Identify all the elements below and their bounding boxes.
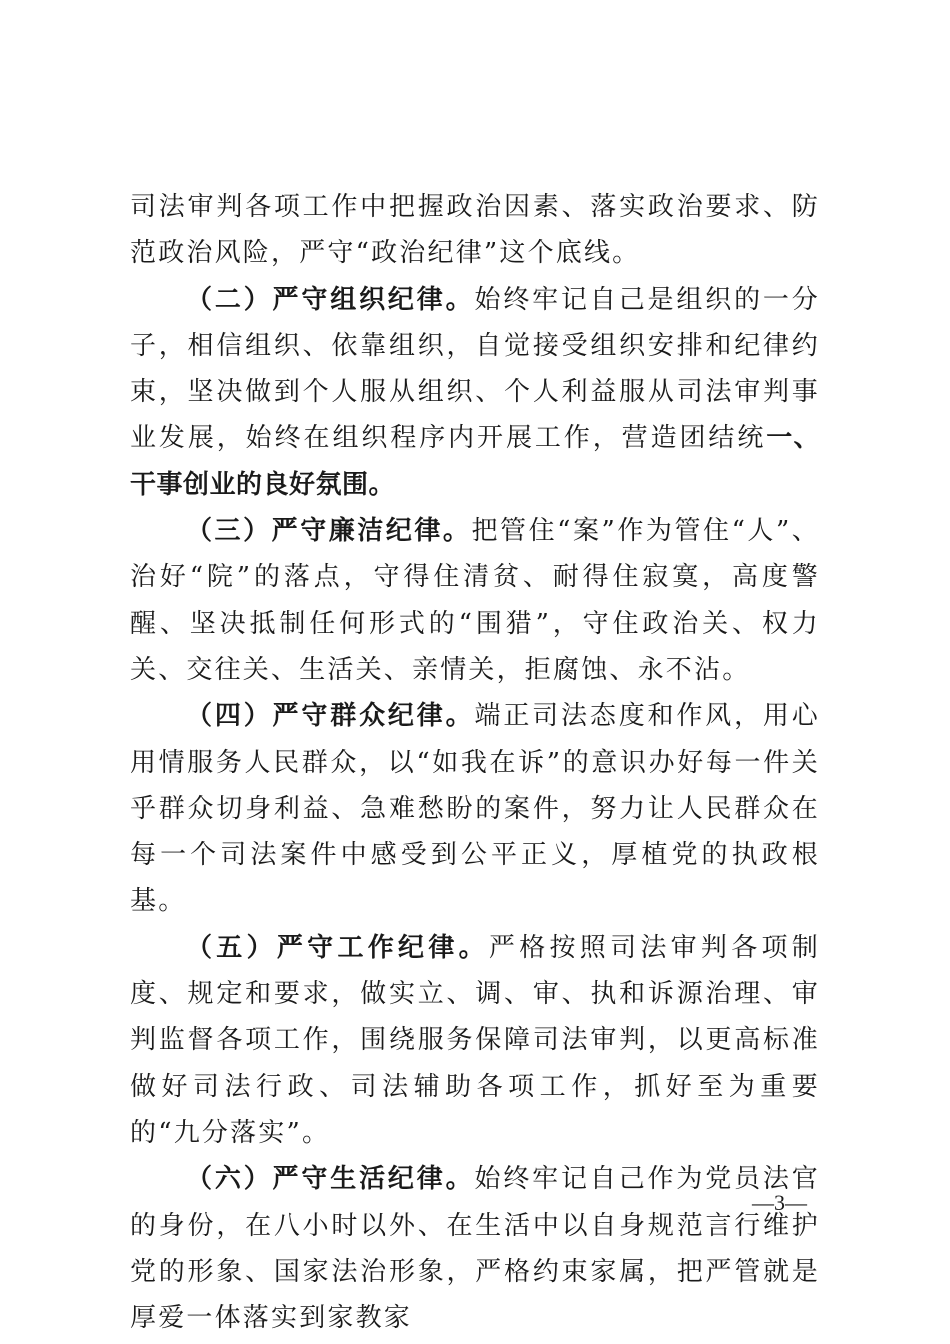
paragraph-work-discipline (130, 925, 820, 1156)
paragraph-text: 始终牢记自己是组织的一分子，相信组织、依靠组织，自觉接受组织安排和纪律约束，坚决做到个人服从组织、个人利益服从司法审判事业发展，始终在组织程序内开展工作，营造团结统 (130, 284, 820, 454)
paragraph-text: 把管住“案”作为管住“人”、治好“院”的落点，守得住清贫、耐得住寂寞，高度警醒、坚决抵制任何形式的“围猎”，守住政治关、权力关、交往关、生活关、亲情关，拒腐蚀、永不沾。 (130, 516, 820, 685)
paragraph-political-discipline-continued (130, 184, 820, 277)
paragraph-heading: （四）严守群众纪律。 (186, 701, 475, 732)
paragraph-organization-discipline (130, 277, 820, 508)
paragraph-life-discipline (130, 1156, 820, 1341)
paragraph-heading: （五）严守工作纪律。 (186, 932, 489, 963)
paragraph-heading: （三）严守廉洁纪律。 (186, 516, 472, 547)
paragraph-text: 始终牢记自己作为党员法官的身份，在八小时以外、在生活中以自身规范言行维护党的形象、国家法治形象，严格约束家属，把严管就是厚爱一体落实到家教家 (130, 1164, 820, 1334)
page-number: —3— (752, 1190, 807, 1215)
paragraph-mass-discipline (130, 693, 820, 924)
paragraph-bold-tail: 一、干事创业的良好氛围。 (130, 423, 820, 500)
paragraph-integrity-discipline (130, 508, 820, 693)
document-body (130, 184, 820, 1341)
paragraph-heading: （六）严守生活纪律。 (186, 1164, 475, 1195)
paragraph-text: 端正司法态度和作风，用心用情服务人民群众，以“如我在诉”的意识办好每一件关乎群众切身利益、急难愁盼的案件，努力让人民群众在每一个司法案件中感受到公平正义，厚植党的执政根基。 (130, 701, 820, 917)
paragraph-heading: （二）严守组织纪律。 (186, 284, 475, 315)
paragraph-text: 司法审判各项工作中把握政治因素、落实政治要求、防范政治风险，严守“政治纪律”这个底线。 (130, 192, 820, 269)
paragraph-text: 严格按照司法审判各项制度、规定和要求，做实立、调、审、执和诉源治理、审判监督各项工作，围绕服务保障司法审判，以更高标准做好司法行政、司法辅助各项工作，抓好至为重要的“九分落实”。 (130, 932, 820, 1148)
